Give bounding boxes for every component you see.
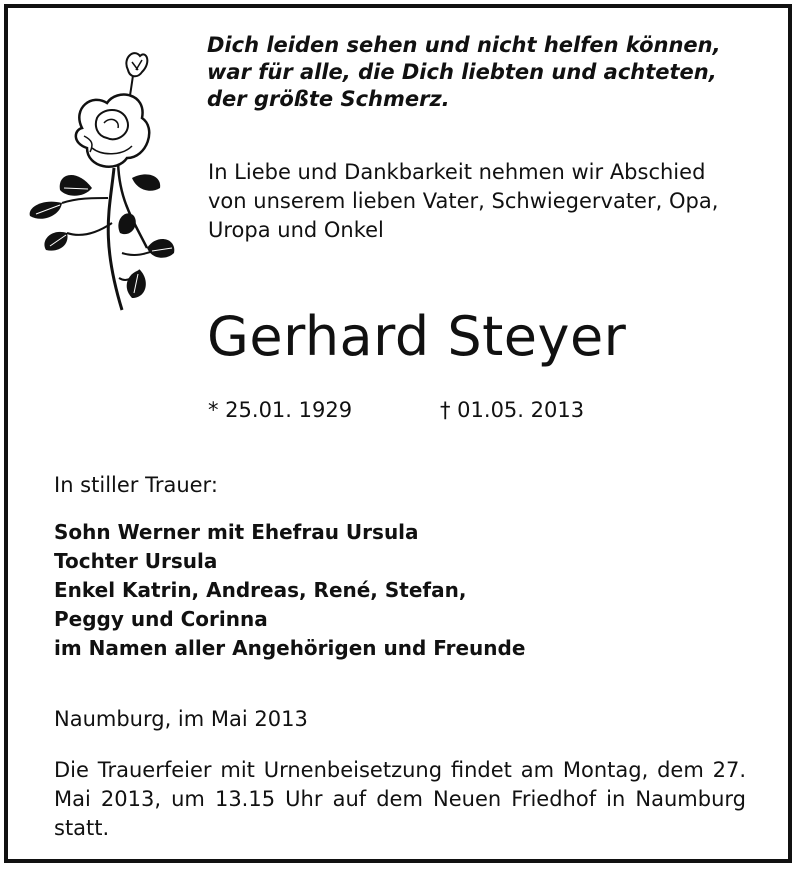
intro-line: von unserem lieben Vater, Schwiegervater, Opa, <box>208 189 719 213</box>
family-line: Sohn Werner mit Ehefrau Ursula <box>54 520 419 544</box>
intro-line: In Liebe und Dankbarkeit nehmen wir Abschied <box>208 160 706 184</box>
motto-line: der größte Schmerz. <box>207 87 450 111</box>
intro-text <box>208 158 718 245</box>
family-line: Enkel Katrin, Andreas, René, Stefan, <box>54 578 467 602</box>
place-date: Naumburg, im Mai 2013 <box>54 707 308 731</box>
intro-line: Uropa und Onkel <box>208 218 384 242</box>
rose-icon <box>22 48 182 318</box>
family-line: Tochter Ursula <box>54 549 218 573</box>
family-line: im Namen aller Angehörigen und Freunde <box>54 636 526 660</box>
motto-verse <box>207 32 721 113</box>
birth-date: * 25.01. 1929 <box>208 398 353 422</box>
funeral-notice: Die Trauerfeier mit Urnenbeisetzung findet am Montag, dem 27. Mai 2013, um 13.15 Uhr auf dem Neuen Friedhof in Naumburg statt. <box>54 758 746 840</box>
motto-line: war für alle, die Dich liebten und achteten, <box>207 60 717 84</box>
mourning-label: In stiller Trauer: <box>54 473 218 497</box>
motto-line: Dich leiden sehen und nicht helfen können, <box>207 33 721 57</box>
deceased-name: Gerhard Steyer <box>207 305 627 368</box>
family-list <box>54 518 525 663</box>
family-line: Peggy und Corinna <box>54 607 268 631</box>
death-date: † 01.05. 2013 <box>440 398 585 422</box>
